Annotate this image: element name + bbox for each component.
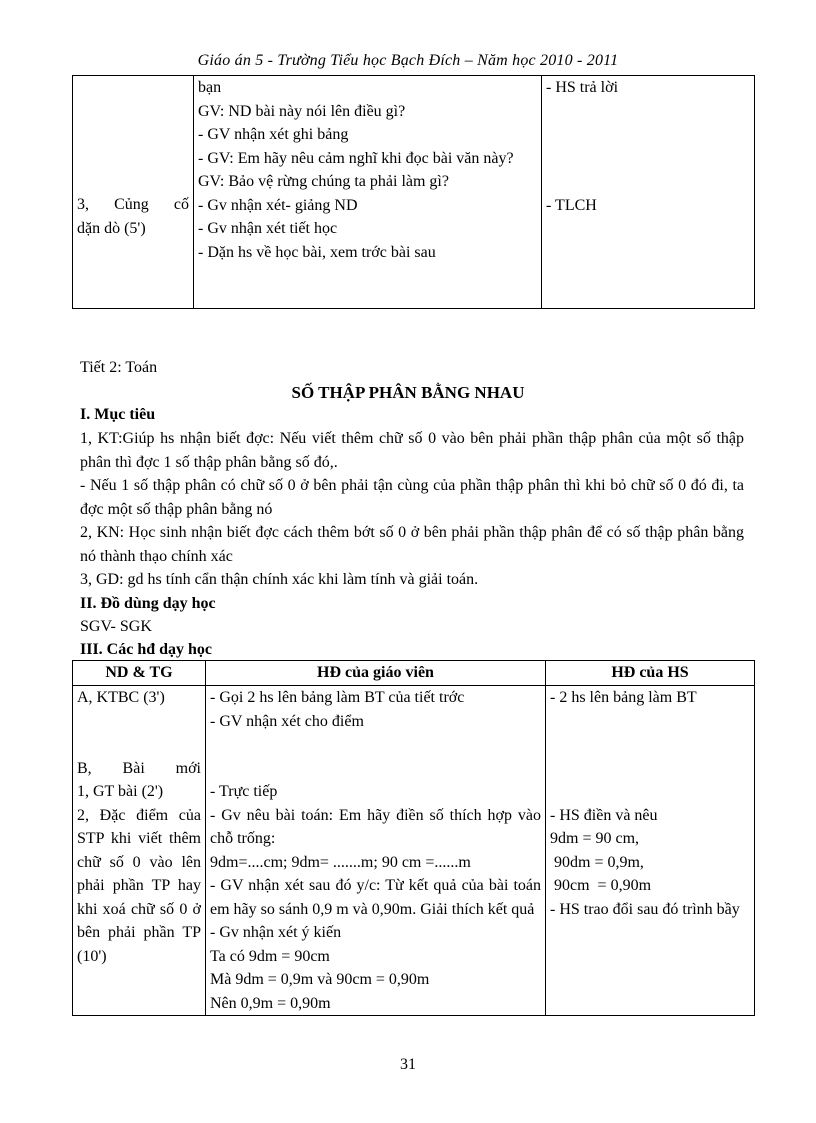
cell-text: - Gv nhận xét ý kiến bbox=[210, 924, 342, 941]
objectives-heading: I. Mục tiêu bbox=[80, 406, 156, 423]
cell-text: Ta có 9dm = 90cm bbox=[210, 947, 330, 965]
cell-text: - Dặn hs về học bài, xem trớc bài sau bbox=[198, 243, 436, 261]
top-lesson-table bbox=[72, 75, 755, 309]
cell-text: 90cm = 0,90m bbox=[550, 877, 652, 894]
materials-heading: II. Đồ dùng dạy học bbox=[80, 595, 216, 612]
cell-text: dặn dò (5') bbox=[77, 219, 146, 237]
teacher-activity-cell bbox=[206, 686, 546, 1016]
cell-text: - Gv nhận xét- giảng ND bbox=[198, 196, 358, 214]
header-content-time: ND & TG bbox=[73, 661, 206, 686]
objective-4: 3, GD: gd hs tính cẩn thận chính xác khi làm tính và giải toán. bbox=[80, 571, 479, 588]
objective-3: 2, KN: Học sinh nhận biết đợc cách thêm bớt số 0 ở bên phải phần thập phân để có số thập phân bằng nó thành thạo chính xác bbox=[80, 524, 744, 565]
cell-text: - GV nhận xét ghi bảng bbox=[198, 126, 349, 143]
content-cell bbox=[73, 76, 194, 309]
cell-text: - HS trao đổi sau đó trình bầy bbox=[550, 900, 740, 918]
cell-text: - GV nhận xét sau đó y/c: Từ kết quả của bài toán em hãy so sánh 0,9 m và 0,90m. Giải thích kết quả bbox=[210, 877, 541, 918]
cell-text: - Gv nêu bài toán: Em hãy điền số thích hợp vào chỗ trống: bbox=[210, 806, 541, 847]
page-header: Giáo án 5 - Trường Tiểu học Bạch Đích – Năm học 2010 - 2011 bbox=[197, 52, 619, 69]
cell-text: 3, Củng cố bbox=[77, 196, 189, 213]
objective-1: 1, KT:Giúp hs nhận biết đợc: Nếu viết thêm chữ số 0 vào bên phải phần thập phân của một số thập phân thì đợc 1 số thập phân bằng số đó,. bbox=[80, 430, 744, 471]
cell-text: bạn bbox=[198, 79, 222, 96]
cell-text: 90dm = 0,9m, bbox=[550, 853, 644, 871]
cell-text: A, KTBC (3') bbox=[77, 689, 165, 706]
table-header-row bbox=[73, 661, 755, 686]
student-activity-cell bbox=[542, 76, 755, 309]
materials-text: SGV- SGK bbox=[80, 618, 152, 635]
cell-text: - GV nhận xét cho điểm bbox=[210, 712, 364, 730]
cell-text: - Gọi 2 hs lên bảng làm BT của tiết trớc bbox=[210, 689, 465, 706]
table-row bbox=[73, 76, 755, 309]
cell-text: 1, GT bài (2') bbox=[77, 783, 164, 800]
cell-text: (10') bbox=[77, 947, 107, 965]
cell-text: - Gv nhận xét tiết học bbox=[198, 220, 338, 237]
cell-text: - Trực tiếp bbox=[210, 783, 278, 800]
cell-text: - HS trả lời bbox=[546, 79, 619, 96]
cell-text: 9dm=....cm; 9dm= .......m; 90 cm =......m bbox=[210, 853, 471, 871]
header-student-activity: HĐ của HS bbox=[546, 661, 755, 686]
cell-text: GV: ND bài này nói lên điều gì? bbox=[198, 102, 406, 120]
content-cell bbox=[73, 686, 206, 1016]
cell-text: 2, Đặc điểm của STP khi viết thêm chữ số 0 vào lên phải phần TP hay khi xoá chữ số 0 ở bên phải phần TP bbox=[77, 806, 201, 941]
cell-text: B, Bài mới bbox=[77, 759, 201, 777]
cell-text: GV: Bảo vệ rừng chúng ta phải làm gì? bbox=[198, 173, 449, 190]
objective-2: - Nếu 1 số thập phân có chữ số 0 ở bên phải tận cùng của phần thập phân thì khi bỏ chữ số 0 đó đi, ta đợc một số thập phân bằng nó bbox=[80, 477, 744, 518]
cell-text: Nên 0,9m = 0,90m bbox=[210, 994, 331, 1012]
cell-text: - TLCH bbox=[546, 196, 597, 214]
lesson-title: SỐ THẬP PHÂN BẰNG NHAU bbox=[291, 383, 525, 402]
cell-text: 9dm = 90 cm, bbox=[550, 830, 640, 847]
student-activity-cell bbox=[546, 686, 755, 1016]
cell-text: Mà 9dm = 0,9m và 90cm = 0,90m bbox=[210, 971, 430, 988]
cell-text: - GV: Em hãy nêu cảm nghĩ khi đọc bài văn này? bbox=[198, 149, 514, 167]
table-row bbox=[73, 686, 755, 1016]
cell-text: - 2 hs lên bảng làm BT bbox=[550, 689, 697, 706]
activities-table bbox=[72, 660, 755, 1016]
header-teacher-activity: HĐ của giáo viên bbox=[206, 661, 546, 686]
cell-text: - HS điền và nêu bbox=[550, 806, 658, 824]
page-number: 31 bbox=[400, 1056, 416, 1073]
teacher-activity-cell bbox=[194, 76, 542, 309]
activities-heading: III. Các hđ dạy học bbox=[80, 641, 213, 658]
period-label: Tiết 2: Toán bbox=[80, 359, 158, 376]
